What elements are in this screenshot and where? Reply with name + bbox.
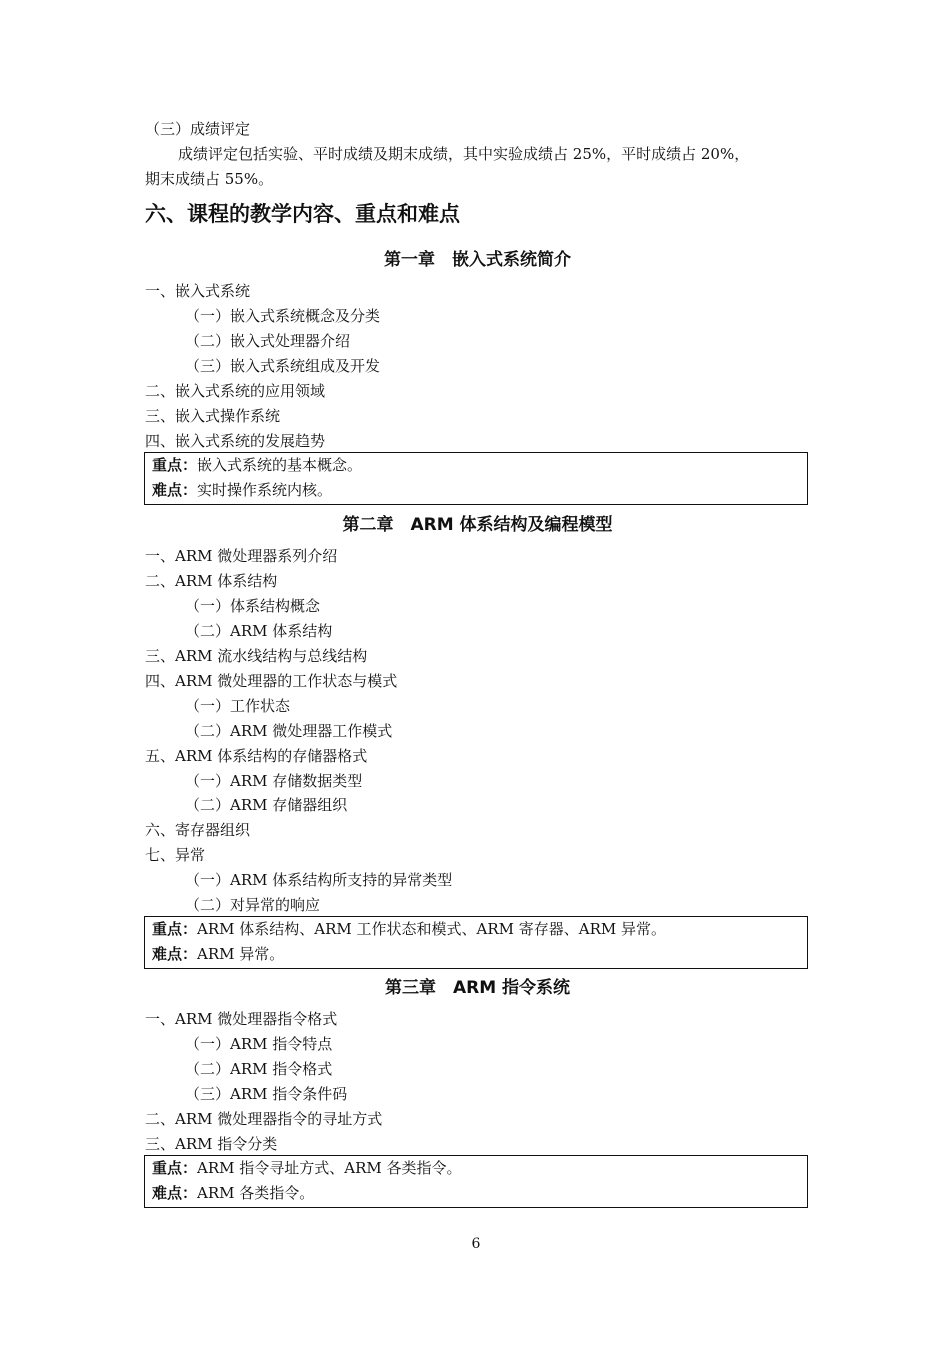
chapter-3-title: 第三章 ARM 指令系统 bbox=[384, 978, 571, 998]
outline-item: 七、异常 bbox=[145, 846, 206, 864]
outline-item: 一、ARM 微处理器系列介绍 bbox=[145, 547, 338, 565]
outline-subitem: （二）嵌入式处理器介绍 bbox=[185, 332, 351, 350]
difficulty-row bbox=[152, 942, 800, 967]
difficulty-text: ARM 各类指令。 bbox=[197, 1184, 315, 1202]
outline-subitem: （一）体系结构概念 bbox=[185, 597, 321, 615]
key-point-row bbox=[152, 917, 800, 942]
outline-item: 二、ARM 微处理器指令的寻址方式 bbox=[145, 1110, 383, 1128]
difficulty-row bbox=[152, 1181, 800, 1206]
grading-paragraph-line-1: 成绩评定包括实验、平时成绩及期末成绩，其中实验成绩占 25%，平时成绩占 20%， bbox=[178, 145, 750, 163]
outline-item: 一、嵌入式系统 bbox=[145, 282, 251, 300]
chapter-2-title: 第二章 ARM 体系结构及编程模型 bbox=[342, 515, 613, 535]
outline-subitem: （一）ARM 存储数据类型 bbox=[185, 772, 363, 790]
outline-subitem: （一）ARM 体系结构所支持的异常类型 bbox=[185, 871, 453, 889]
difficulty-row bbox=[152, 478, 800, 503]
outline-item: 一、ARM 微处理器指令格式 bbox=[145, 1010, 338, 1028]
key-point-label: 重点： bbox=[152, 1159, 198, 1177]
page-number: 6 bbox=[471, 1236, 481, 1252]
outline-subitem: （二）ARM 存储器组织 bbox=[185, 796, 348, 814]
outline-subitem: （二）对异常的响应 bbox=[185, 896, 321, 914]
grading-heading: （三）成绩评定 bbox=[145, 120, 251, 138]
chapter-1-key-points-box bbox=[144, 452, 808, 505]
chapter-2-key-points-box bbox=[144, 916, 808, 969]
outline-subitem: （一）ARM 指令特点 bbox=[185, 1035, 333, 1053]
difficulty-label: 难点： bbox=[152, 1184, 198, 1202]
outline-item: 六、寄存器组织 bbox=[145, 821, 251, 839]
difficulty-label: 难点： bbox=[152, 481, 198, 499]
outline-subitem: （一）工作状态 bbox=[185, 697, 291, 715]
outline-item: 二、嵌入式系统的应用领域 bbox=[145, 382, 326, 400]
outline-item: 三、ARM 流水线结构与总线结构 bbox=[145, 647, 368, 665]
key-point-text: 嵌入式系统的基本概念。 bbox=[197, 456, 363, 474]
outline-item: 四、嵌入式系统的发展趋势 bbox=[145, 432, 326, 450]
key-point-row bbox=[152, 1156, 800, 1181]
chapter-1-title: 第一章 嵌入式系统简介 bbox=[384, 250, 571, 270]
outline-subitem: （一）嵌入式系统概念及分类 bbox=[185, 307, 381, 325]
outline-item: 二、ARM 体系结构 bbox=[145, 572, 278, 590]
outline-item: 三、ARM 指令分类 bbox=[145, 1135, 278, 1153]
outline-subitem: （三）ARM 指令条件码 bbox=[185, 1085, 348, 1103]
key-point-row bbox=[152, 453, 800, 478]
difficulty-text: 实时操作系统内核。 bbox=[197, 481, 333, 499]
key-point-text: ARM 指令寻址方式、ARM 各类指令。 bbox=[197, 1159, 462, 1177]
outline-subitem: （三）嵌入式系统组成及开发 bbox=[185, 357, 381, 375]
outline-item: 五、ARM 体系结构的存储器格式 bbox=[145, 747, 368, 765]
outline-item: 四、ARM 微处理器的工作状态与模式 bbox=[145, 672, 398, 690]
section-title: 六、课程的教学内容、重点和难点 bbox=[145, 202, 460, 226]
difficulty-text: ARM 异常。 bbox=[197, 945, 285, 963]
difficulty-label: 难点： bbox=[152, 945, 198, 963]
chapter-3-key-points-box bbox=[144, 1155, 808, 1208]
key-point-label: 重点： bbox=[152, 456, 198, 474]
outline-subitem: （二）ARM 微处理器工作模式 bbox=[185, 722, 393, 740]
outline-subitem: （二）ARM 指令格式 bbox=[185, 1060, 333, 1078]
outline-item: 三、嵌入式操作系统 bbox=[145, 407, 281, 425]
key-point-label: 重点： bbox=[152, 920, 198, 938]
grading-paragraph-line-2: 期末成绩占 55%。 bbox=[145, 170, 274, 188]
key-point-text: ARM 体系结构、ARM 工作状态和模式、ARM 寄存器、ARM 异常。 bbox=[197, 920, 667, 938]
outline-subitem: （二）ARM 体系结构 bbox=[185, 622, 333, 640]
